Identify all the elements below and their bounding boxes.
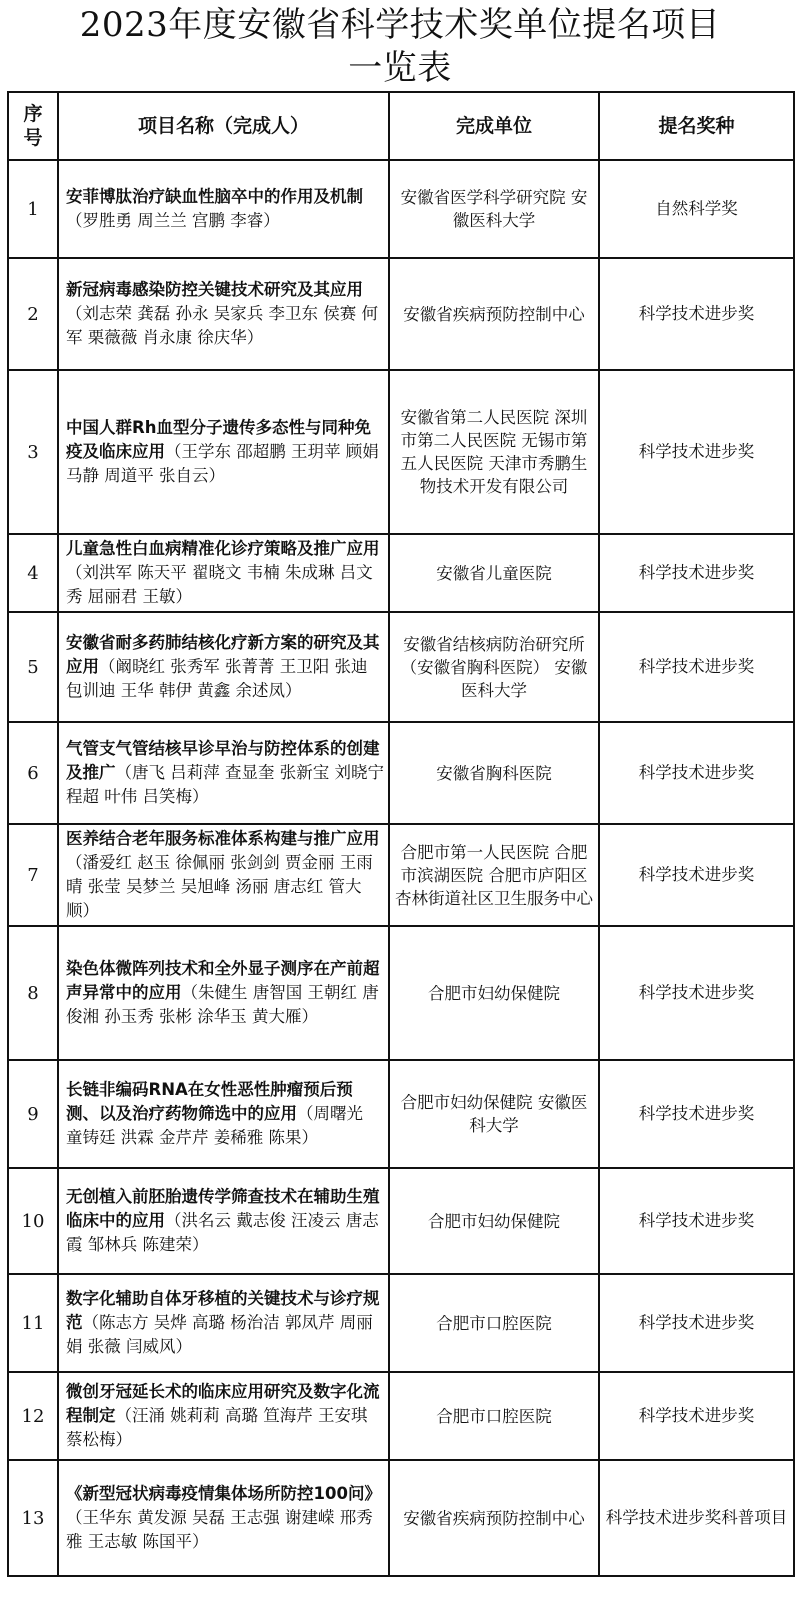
table-row [8, 1274, 794, 1372]
row-project [58, 1274, 389, 1372]
row-num: 3 [8, 370, 58, 534]
project-people: （刘洪军 陈天平 翟晓文 韦楠 朱成琳 吕文秀 屈丽君 王敏） [66, 563, 373, 606]
project-name: 儿童急性白血病精准化诊疗策略及推广应用 [66, 539, 380, 558]
table-row [8, 534, 794, 612]
project-people: （洪名云 戴志俊 汪凌云 唐志霞 邹林兵 陈建荣） [66, 1211, 379, 1254]
row-project [58, 258, 389, 370]
row-award: 科学技术进步奖科普项目 [599, 1460, 794, 1576]
nomination-table [7, 91, 795, 1577]
project-people: （刘志荣 龚磊 孙永 吴家兵 李卫东 侯赛 何军 栗薇薇 肖永康 徐庆华） [66, 304, 378, 347]
row-project [58, 370, 389, 534]
project-people: （陈志方 吴烨 高璐 杨治洁 郭凤芹 周丽娟 张薇 闫威风） [66, 1313, 373, 1356]
project-name: 新冠病毒感染防控关键技术研究及其应用 [66, 280, 363, 299]
row-num: 5 [8, 612, 58, 722]
row-unit: 安徽省疾病预防控制中心 [389, 1460, 599, 1576]
project-people: （周曙光 童铸廷 洪霖 金芹芹 姜稀雅 陈果） [66, 1104, 363, 1147]
row-award: 科学技术进步奖 [599, 534, 794, 612]
project-name: 中国人群Rh血型分子遗传多态性与同种免疫及临床应用 [66, 418, 371, 461]
project-people: （唐飞 吕莉萍 查显奎 张新宝 刘晓宁 程超 叶伟 吕笑梅） [66, 763, 384, 806]
row-project [58, 1372, 389, 1460]
project-name: 医养结合老年服务标准体系构建与推广应用 [66, 829, 380, 848]
row-num: 10 [8, 1168, 58, 1274]
header-num: 序号 [8, 92, 58, 160]
project-people: （王学东 邵超鹏 王玥苹 顾娟 马静 周道平 张自云） [66, 442, 379, 485]
row-num: 11 [8, 1274, 58, 1372]
row-project [58, 824, 389, 926]
table-row [8, 612, 794, 722]
table-row [8, 1372, 794, 1460]
table-row [8, 824, 794, 926]
row-award: 科学技术进步奖 [599, 612, 794, 722]
table-row [8, 370, 794, 534]
project-name: 安徽省耐多药肺结核化疗新方案的研究及其应用 [66, 633, 380, 676]
project-name: 数字化辅助自体牙移植的关键技术与诊疗规范 [66, 1289, 380, 1332]
title-line-2: 一览表 [348, 48, 452, 88]
row-award: 科学技术进步奖 [599, 258, 794, 370]
table-row [8, 1460, 794, 1576]
header-project: 项目名称（完成人） [58, 92, 389, 160]
row-unit: 安徽省医学科学研究院 安徽医科大学 [389, 160, 599, 258]
row-project [58, 722, 389, 824]
table-row [8, 722, 794, 824]
row-num: 2 [8, 258, 58, 370]
row-award: 科学技术进步奖 [599, 722, 794, 824]
table-row [8, 926, 794, 1060]
row-unit: 安徽省疾病预防控制中心 [389, 258, 599, 370]
row-project [58, 1168, 389, 1274]
row-award: 科学技术进步奖 [599, 1274, 794, 1372]
row-project [58, 926, 389, 1060]
document-title [7, 0, 793, 91]
row-award: 科学技术进步奖 [599, 926, 794, 1060]
project-name: 微创牙冠延长术的临床应用研究及数字化流程制定 [66, 1382, 380, 1425]
project-name: 长链非编码RNA在女性恶性肿瘤预后预测、以及治疗药物筛选中的应用 [66, 1080, 353, 1123]
row-num: 12 [8, 1372, 58, 1460]
project-people: （汪涌 姚莉莉 高璐 笪海芹 王安琪 蔡松梅） [66, 1406, 368, 1449]
row-unit: 安徽省结核病防治研究所（安徽省胸科医院） 安徽医科大学 [389, 612, 599, 722]
row-num: 9 [8, 1060, 58, 1168]
row-num: 6 [8, 722, 58, 824]
project-name: 《新型冠状病毒疫情集体场所防控100问》 [66, 1484, 381, 1503]
project-name: 气管支气管结核早诊早治与防控体系的创建及推广 [66, 739, 380, 782]
row-unit: 合肥市妇幼保健院 安徽医科大学 [389, 1060, 599, 1168]
row-num: 7 [8, 824, 58, 926]
header-award: 提名奖种 [599, 92, 794, 160]
row-num: 4 [8, 534, 58, 612]
project-people: （阚晓红 张秀军 张菁菁 王卫阳 张迪 包训迪 王华 韩伊 黄鑫 余述凤） [66, 657, 368, 700]
table-header-row [8, 92, 794, 160]
header-unit: 完成单位 [389, 92, 599, 160]
row-num: 8 [8, 926, 58, 1060]
row-unit: 安徽省胸科医院 [389, 722, 599, 824]
row-award: 科学技术进步奖 [599, 824, 794, 926]
table-row [8, 258, 794, 370]
project-name: 染色体微阵列技术和全外显子测序在产前超声异常中的应用 [66, 959, 380, 1002]
row-award: 科学技术进步奖 [599, 1060, 794, 1168]
row-project [58, 534, 389, 612]
project-people: （罗胜勇 周兰兰 宫鹏 李睿） [66, 211, 280, 230]
row-unit: 安徽省儿童医院 [389, 534, 599, 612]
row-award: 科学技术进步奖 [599, 370, 794, 534]
project-people: （朱健生 唐智国 王朝红 唐俊湘 孙玉秀 张彬 涂华玉 黄大雁） [66, 983, 379, 1026]
row-project [58, 160, 389, 258]
row-unit: 合肥市口腔医院 [389, 1274, 599, 1372]
table-row [8, 1168, 794, 1274]
table-row [8, 1060, 794, 1168]
title-line-1: 2023年度安徽省科学技术奖单位提名项目 [79, 5, 721, 45]
row-unit: 合肥市妇幼保健院 [389, 1168, 599, 1274]
row-project [58, 612, 389, 722]
row-num: 1 [8, 160, 58, 258]
project-name: 安菲博肽治疗缺血性脑卒中的作用及机制 [66, 187, 363, 206]
project-name: 无创植入前胚胎遗传学筛查技术在辅助生殖临床中的应用 [66, 1187, 380, 1230]
project-people: （王华东 黄发源 吴磊 王志强 谢建嵘 邢秀雅 王志敏 陈国平） [66, 1508, 373, 1551]
project-people: （潘爱红 赵玉 徐佩丽 张剑剑 贾金丽 王雨晴 张莹 吴梦兰 吴旭峰 汤丽 唐志红 管大顺） [66, 853, 373, 920]
row-unit: 合肥市口腔医院 [389, 1372, 599, 1460]
row-award: 科学技术进步奖 [599, 1168, 794, 1274]
row-unit: 安徽省第二人民医院 深圳市第二人民医院 无锡市第五人民医院 天津市秀鹏生物技术开发有限公司 [389, 370, 599, 534]
row-award: 科学技术进步奖 [599, 1372, 794, 1460]
row-project [58, 1060, 389, 1168]
table-row [8, 160, 794, 258]
row-num: 13 [8, 1460, 58, 1576]
row-unit: 合肥市妇幼保健院 [389, 926, 599, 1060]
row-unit: 合肥市第一人民医院 合肥市滨湖医院 合肥市庐阳区杏林街道社区卫生服务中心 [389, 824, 599, 926]
row-project [58, 1460, 389, 1576]
row-award: 自然科学奖 [599, 160, 794, 258]
